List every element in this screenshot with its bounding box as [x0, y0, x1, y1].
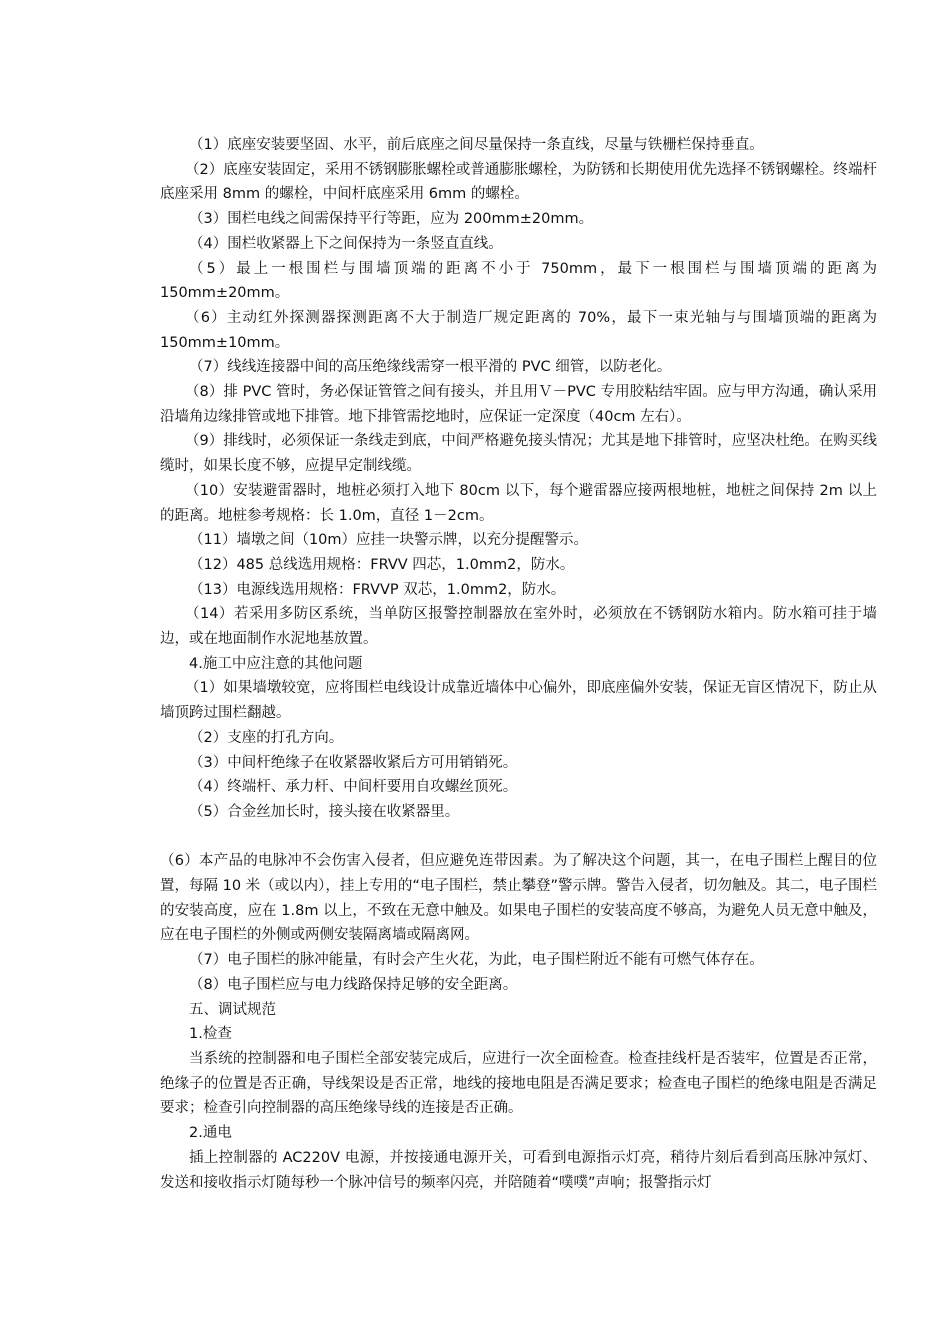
paragraph-2: （2）底座安装固定，采用不锈钢膨胀螺栓或普通膨胀螺栓，为防锈和长期使用优先选择不锈钢螺栓。终端杆底座采用 8mm 的螺栓，中间杆底座采用 6mm 的螺栓。 — [160, 161, 877, 203]
paragraph-14: （14）若采用多防区系统，当单防区报警控制器放在室外时，必须放在不锈钢防水箱内。防水箱可挂于墙边，或在地面制作水泥地基放置。 — [160, 606, 877, 648]
section-heading-5: 五、调试规范 — [189, 1001, 276, 1018]
paragraph-19: （5）合金丝加长时，接头接在收紧器里。 — [189, 803, 460, 820]
document-body — [160, 133, 877, 1195]
paragraph-9: （9）排线时，必须保证一条线走到底，中间严格避免接头情况；尤其是地下排管时，应坚决杜绝。在购买线缆时，如果长度不够，应提早定制线缆。 — [160, 433, 877, 475]
paragraph-6: （6）主动红外探测器探测距离不大于制造厂规定距离的 70%，最下一束光轴与与围墙顶端的距离为 150mm±10mm。 — [160, 309, 877, 351]
paragraph-20: （6）本产品的电脉冲不会伤害入侵者，但应避免连带因素。为了解决这个问题，其一，在电子围栏上醒目的位置，每隔 10 米（或以内），挂上专用的“电子围栏，禁止攀登”警示牌。警告入侵者，切勿触及。其二，电子围栏的安装高度，应在 1.8m 以上，不致在无意中触及。如果电子围栏的安装高度不够高，为避免人员无意中触及，应在电子围栏的外侧或两侧安装隔离墙或隔离网。 — [160, 853, 877, 944]
paragraph-10: （10）安装避雷器时，地桩必须打入地下 80cm 以下，每个避雷器应接两根地桩，地桩之间保持 2m 以上的距离。地桩参考规格：长 1.0m，直径 1－2cm。 — [160, 482, 877, 524]
paragraph-22: （8）电子围栏应与电力线路保持足够的安全距离。 — [189, 976, 518, 993]
paragraph-16: （2）支座的打孔方向。 — [189, 729, 344, 746]
paragraph-11: （11）墙墩之间（10m）应挂一块警示牌，以充分提醒警示。 — [189, 532, 589, 549]
paragraph-8: （8）排 PVC 管时，务必保证管管之间有接头，并且用Ｖ－PVC 专用胶粘结牢固。应与甲方沟通，确认采用沿墙角边缘排管或地下排管。地下排管需挖地时，应保证一定深度（40cm 左右）。 — [160, 384, 877, 425]
paragraph-power-on: 插上控制器的 AC220V 电源，并按接通电源开关，可看到电源指示灯亮，稍待片刻后看到高压脉冲氖灯、发送和接收指示灯随每秒一个脉冲信号的频率闪亮，并陪随着“噗噗”声响；报警指示灯 — [160, 1149, 877, 1191]
paragraph-4: （4）围栏收紧器上下之间保持为一条竖直直线。 — [189, 235, 503, 252]
section-heading-4: 4.施工中应注意的其他问题 — [189, 655, 363, 672]
paragraph-7: （7）线线连接器中间的高压绝缘线需穿一根平滑的 PVC 细管，以防老化。 — [189, 359, 672, 376]
paragraph-5: （5）最上一根围栏与围墙顶端的距离不小于 750mm，最下一根围栏与围墙顶端的距离为 150mm±20mm。 — [160, 260, 877, 302]
paragraph-inspection: 当系统的控制器和电子围栏全部安装完成后，应进行一次全面检查。检查挂线杆是否装牢，位置是否正常，绝缘子的位置是否正确，导线架设是否正常，地线的接地电阻是否满足要求；检查电子围栏的绝缘电阻是否满足要求；检查引向控制器的高压绝缘导线的连接是否正确。 — [160, 1051, 877, 1117]
paragraph-15: （1）如果墙墩较宽，应将围栏电线设计成靠近墙体中心偏外，即底座偏外安装，保证无盲区情况下，防止从墙顶跨过围栏翻越。 — [160, 680, 877, 722]
paragraph-3: （3）围栏电线之间需保持平行等距，应为 200mm±20mm。 — [189, 211, 594, 228]
paragraph-13: （13）电源线选用规格：FRVVP 双芯，1.0mm2，防水。 — [189, 581, 566, 598]
paragraph-18: （4）终端杆、承力杆、中间杆要用自攻螺丝顶死。 — [189, 779, 518, 796]
paragraph-17: （3）中间杆绝缘子在收紧器收紧后方可用销销死。 — [189, 754, 518, 771]
paragraph-1: （1）底座安装要坚固、水平，前后底座之间尽量保持一条直线，尽量与铁栅栏保持垂直。 — [189, 137, 764, 153]
blank-line — [160, 825, 877, 850]
subheading-inspection: 1.检查 — [189, 1026, 232, 1043]
paragraph-21: （7）电子围栏的脉冲能量，有时会产生火花，为此，电子围栏附近不能有可燃气体存在。 — [189, 952, 764, 969]
subheading-power-on: 2.通电 — [189, 1125, 232, 1142]
paragraph-12: （12）485 总线选用规格：FRVV 四芯，1.0mm2，防水。 — [189, 556, 575, 573]
